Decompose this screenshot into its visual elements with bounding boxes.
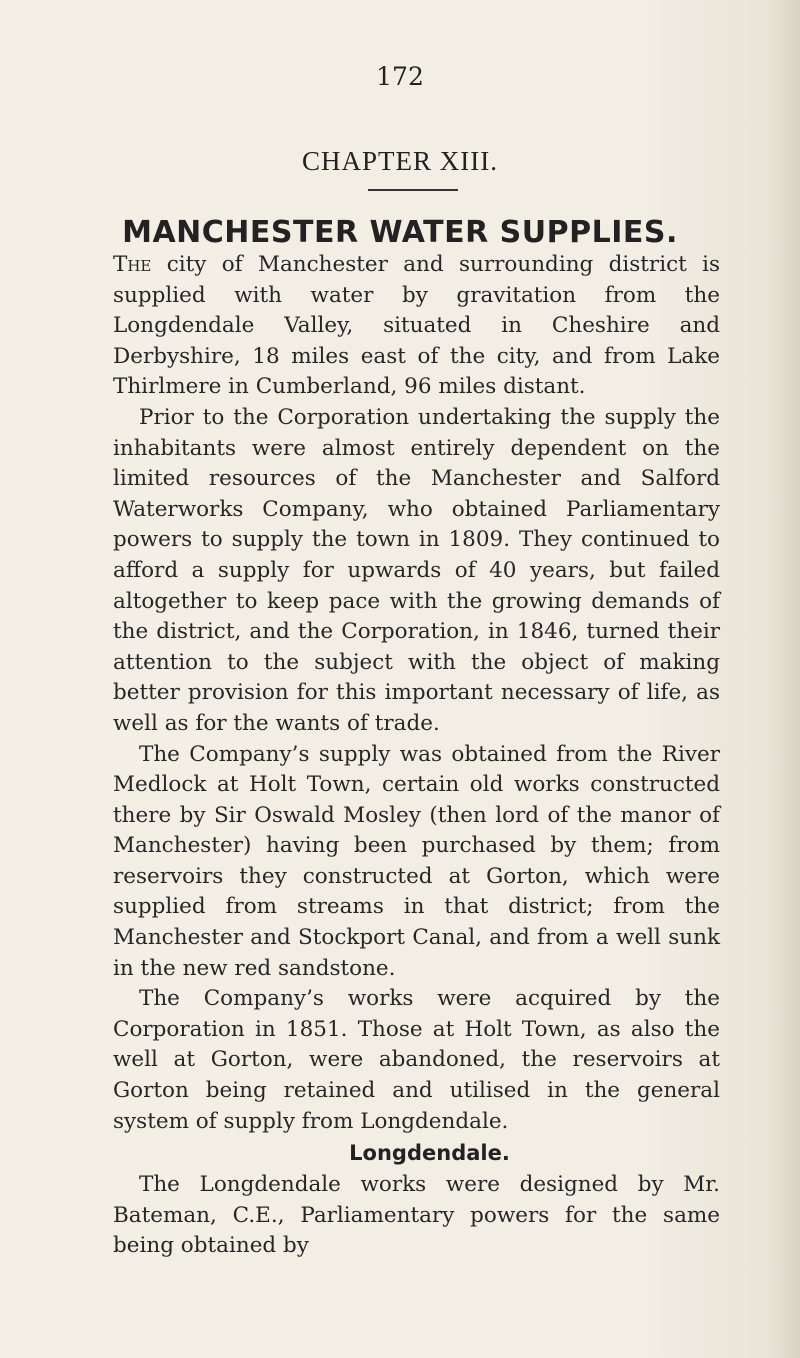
page-number: 172: [376, 62, 424, 91]
paragraph-2: Prior to the Corporation undertaking the supply the inhabitants were almost entirely dependent on the limited resources of the Manchester and Salford Waterworks Company, who obtained Parliamentary powers to supply the town in 1809. They continued to afford a supply for upwards of 40 years, but failed altogether to keep pace with the growing demands of the district, and the Corporation, in 1846, turned their attention to the subject with the object of making better provision for this important necessary of life, as well as for the wants of trade.: [113, 404, 720, 736]
paragraph-1-lead: The: [113, 252, 152, 277]
paragraph-3: The Company’s supply was obtained from the River Medlock at Holt Town, certain old works constructed there by Sir Oswald Mosley (then lord of the manor of Manchester) having been purchased by them; from reservoirs they constructed at Gorton, which were supplied from streams in that district; from the Manchester and Stockport Canal, and from a well sunk in the new red sandstone.: [113, 741, 720, 981]
paragraph-4: The Company’s works were acquired by the Corporation in 1851. Those at Holt Town, as also the well at Gorton, were abandoned, the reservoirs at Gorton being retained and utilised in the general system of supply from Longdendale.: [113, 986, 720, 1134]
section-subheading: Longdendale.: [349, 1141, 510, 1166]
chapter-heading: CHAPTER XIII.: [302, 146, 498, 176]
page-title: MANCHESTER WATER SUPPLIES.: [122, 215, 678, 250]
paragraph-1: [113, 250, 720, 403]
heading-rule: [368, 189, 458, 191]
paragraph-1-text: city of Manchester and surrounding district is supplied with water by gravitation from the Longdendale Valley, situated in Cheshire and Derbyshire, 18 miles east of the city, and from Lake Thirlmere in Cumberland, 96 miles distant.: [113, 252, 720, 400]
body-text: [113, 250, 720, 1262]
paragraph-5: The Longdendale works were designed by Mr. Bateman, C.E., Parliamentary powers for the same being obtained by: [113, 1172, 720, 1259]
